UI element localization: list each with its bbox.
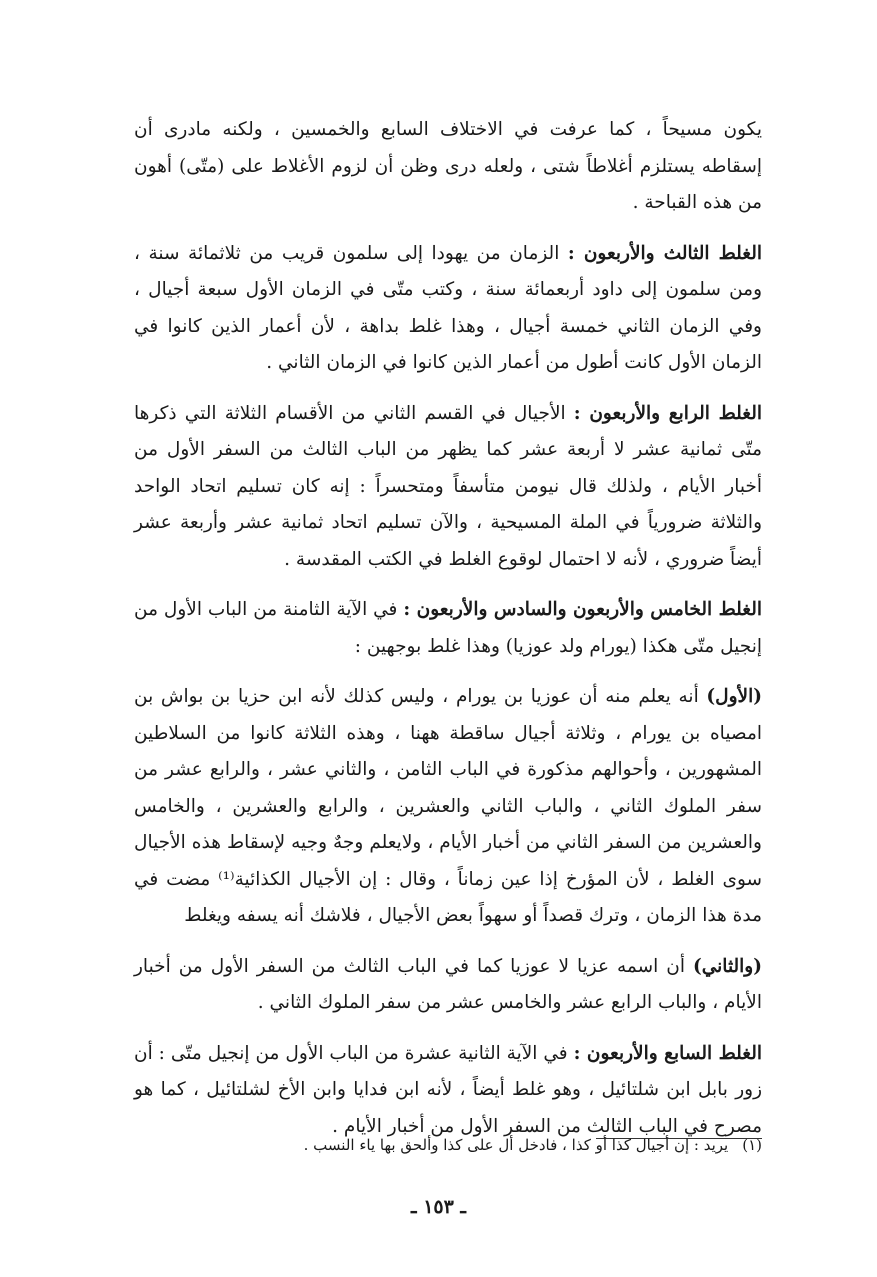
paragraph-2-text: الزمان من يهودا إلى سلمون قريب من ثلاثمائة سنة ، ومن سلمون إلى داود أربعمائة سنة ، وكتب متّى في الزمان الأول سبعة أجيال ، وفي الزمان الثاني خمسة أجيال ، وهذا غلط بداهة ، لأن أعمار الذين كانوا في الزمان الأول كانت أطول من أعمار الذين كانوا في الزمان الثاني . (134, 242, 762, 373)
paragraph-7-text: في الآية الثانية عشرة من الباب الأول من إنجيل متّى : أن زور بابل ابن شلتائيل ، وهو غلط أيضاً ، لأنه ابن فدايا وابن الأخ لشلتائيل ، كما هو مصرح في الباب الثالث من السفر الأول من أخبار الأيام . (134, 1042, 762, 1137)
paragraph-3-heading: الغلط الرابع والأربعون : (573, 402, 762, 424)
paragraph-1 (134, 112, 762, 222)
paragraph-3-text: الأجيال في القسم الثاني من الأقسام الثلاثة التي ذكرها متّى ثمانية عشر لا أربعة عشر كما يظهر من الباب الثالث من السفر الأول من أخبار الأيام ، ولذلك قال نيومن متأسفاً ومتحسراً : إنه كان تسليم اتحاد الواحد والثلاثة ضرورياً في الملة المسيحية ، والآن تسليم اتحاد ثمانية عشر وأربعة عشر أيضاً ضروري ، لأنه لا احتمال لوقوع الغلط في الكتب المقدسة . (134, 402, 762, 570)
paragraph-4 (134, 592, 762, 665)
paragraph-4-heading: الغلط الخامس والأربعون والسادس والأربعون : (403, 599, 762, 620)
page-number: ـ ١٥٣ ـ (411, 1196, 466, 1218)
paragraph-1-text: يكون مسيحاً ، كما عرفت في الاختلاف السابع والخمسين ، ولكنه مادرى أن إسقاطه يستلزم أغلاطاً شتى ، ولعله درى وظن أن لزوم الأغلاط على (متّى) أهون من هذه القباحة . (134, 119, 762, 213)
paragraph-2-heading: الغلط الثالث والأربعون : (567, 242, 762, 264)
footnote-number: (١) (742, 1136, 762, 1154)
paragraph-5-text: أنه يعلم منه أن عوزيا بن يورام ، وليس كذلك لأنه ابن حزيا بن بواش بن امصياه بن يورام ، وثلاثة أجيال ساقطة ههنا ، وهذه الثلاثة كانوا من السلاطين المشهورين ، وأحوالهم مذكورة في الباب الثامن ، والثاني عشر ، والرابع عشر من سفر الملوك الثاني ، والباب الثاني والعشرين ، والرابع والعشرين ، والخامس والعشرين من السفر الثاني من أخبار الأيام ، ولايعلم وجهٌ وجيه لإسقاط هذه الأجيال سوى الغلط ، لأن المؤرخ إذا عين زماناً ، وقال : إن الأجيال الكذائية⁽¹⁾ مضت في مدة هذا الزمان ، وترك قصداً أو سهواً بعض الأجيال ، فلاشك أنه يسفه ويغلط (134, 686, 762, 926)
paragraph-2 (134, 236, 762, 382)
paragraph-5 (134, 679, 762, 935)
paragraph-6-heading: (والثاني) (692, 955, 762, 977)
paragraph-3 (134, 396, 762, 579)
paragraph-7 (134, 1036, 762, 1146)
footnote-text: يريد : إن أجيال كذا أو كذا ، فادخل أل على كذا وألحق بها ياء النسب . (303, 1136, 729, 1154)
paragraph-6-text: أن اسمه عزيا لا عوزيا كما في الباب الثالث من السفر الأول من أخبار الأيام ، والباب الرابع عشر والخامس عشر من سفر الملوك الثاني . (134, 955, 762, 1013)
paragraph-7-heading: الغلط السابع والأربعون : (573, 1042, 762, 1064)
paragraph-6 (134, 949, 762, 1022)
page-body (134, 112, 762, 1145)
paragraph-4-text: في الآية الثامنة من الباب الأول من إنجيل متّى هكذا (يورام ولد عوزيا) وهذا غلط بوجهين : (134, 599, 762, 657)
paragraph-5-heading: (الأول) (706, 686, 762, 707)
footnote (134, 1132, 762, 1158)
